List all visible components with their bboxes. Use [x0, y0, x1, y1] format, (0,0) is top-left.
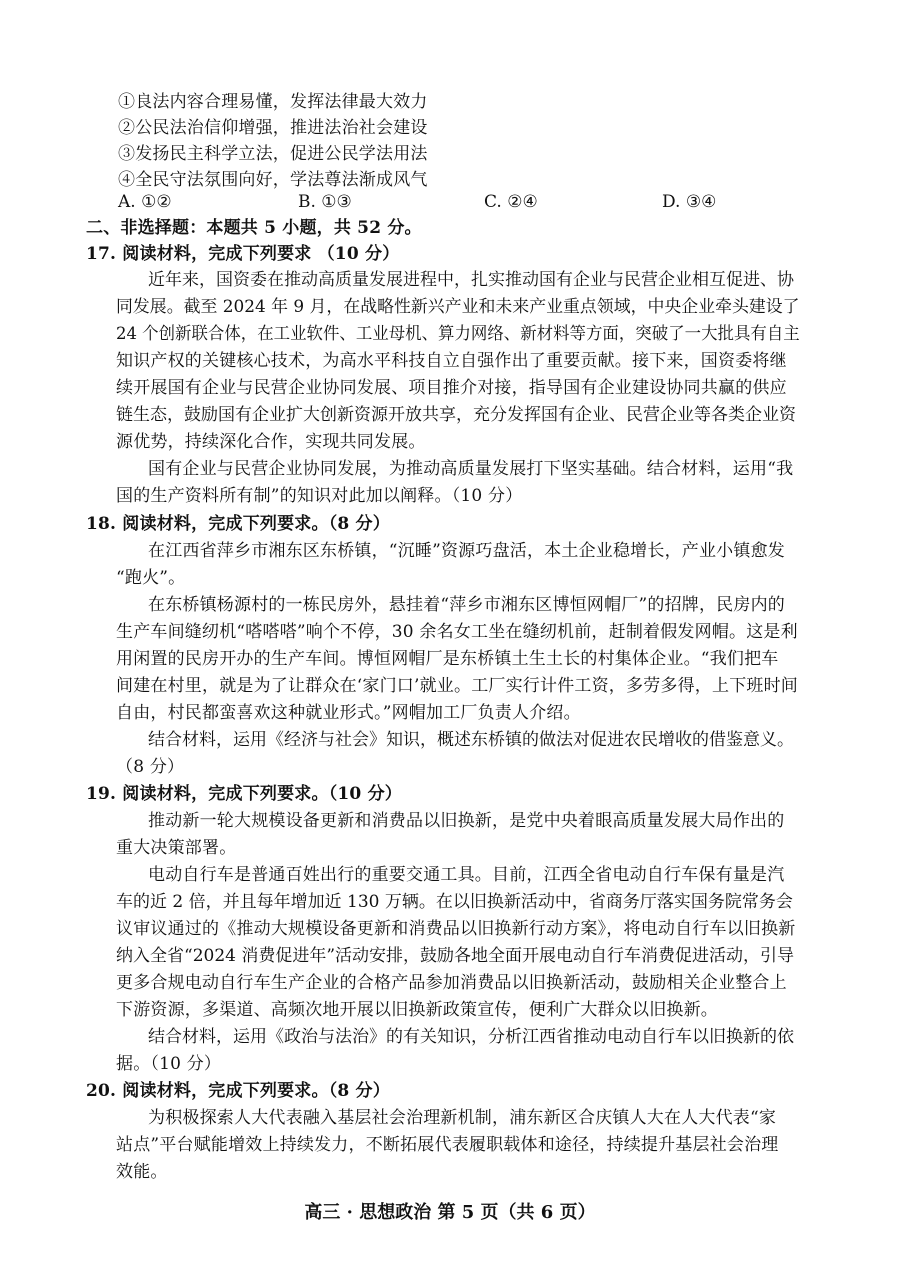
q19-line: 下游资源，多渠道、高频次地开展以旧换新政策宣传，便利广大群众以旧换新。 [116, 1000, 718, 1020]
q20-line: 为积极探索人大代表融入基层社会治理新机制，浦东新区合庆镇人大在人大代表“家 [148, 1108, 777, 1128]
statement-1: ①良法内容合理易懂，发挥法律最大效力 [118, 92, 428, 112]
statement-2: ②公民法治信仰增强，推进法治社会建设 [118, 118, 428, 138]
page-footer: 高三 · 思想政治 第 5 页（共 6 页） [304, 1202, 596, 1223]
q19-line: 车的近 2 倍，并且每年增加近 130 万辆。在以旧换新活动中，省商务厅落实国务院常务会 [116, 892, 793, 912]
question-18-title: 18. 阅读材料，完成下列要求。（8 分） [86, 514, 390, 534]
q18-line: 在江西省萍乡市湘东区东桥镇，“沉睡”资源巧盘活，本土企业稳增长，产业小镇愈发 [148, 541, 785, 561]
section-title: 二、非选择题：本题共 5 小题，共 52 分。 [86, 218, 422, 238]
q19-line: 电动自行车是普通百姓出行的重要交通工具。目前，江西全省电动自行车保有量是汽 [148, 865, 785, 885]
q18-line: 结合材料，运用《经济与社会》知识，概述东桥镇的做法对促进农民增收的借鉴意义。 [148, 730, 794, 750]
q17-line: 国有企业与民营企业协同发展，为推动高质量发展打下坚实基础。结合材料，运用“我 [148, 459, 794, 479]
q18-line: 在东桥镇杨源村的一栋民房外，悬挂着“萍乡市湘东区博恒网帽厂”的招牌，民房内的 [148, 595, 785, 615]
q19-line: 结合材料，运用《政治与法治》的有关知识，分析江西省推动电动自行车以旧换新的依 [148, 1027, 794, 1047]
question-20-title: 20. 阅读材料，完成下列要求。（8 分） [86, 1081, 390, 1101]
q18-line: （8 分） [116, 757, 185, 777]
q19-line: 重大决策部署。 [116, 838, 237, 858]
q20-line: 站点”平台赋能增效上持续发力，不断拓展代表履职载体和途径，持续提升基层社会治理 [116, 1135, 779, 1155]
q17-line: 同发展。截至 2024 年 9 月，在战略性新兴产业和未来产业重点领域，中央企业牵头建设了 [116, 297, 800, 317]
q18-line: 生产车间缝纫机“嗒嗒嗒”响个不停，30 余名女工坐在缝纫机前，赶制着假发网帽。这是利 [116, 622, 798, 642]
option-a: A. ①② [118, 192, 172, 212]
q17-line: 近年来，国资委在推动高质量发展进程中，扎实推动国有企业与民营企业相互促进、协 [148, 270, 794, 290]
q17-line: 源优势，持续深化合作，实现共同发展。 [116, 432, 426, 452]
q18-line: 自由，村民都蛮喜欢这种就业形式。”网帽加工厂负责人介绍。 [116, 703, 581, 723]
q17-line: 链生态，鼓励国有企业扩大创新资源开放共享，充分发挥国有企业、民营企业等各类企业资 [116, 405, 796, 425]
q19-line: 议审议通过的《推动大规模设备更新和消费品以旧换新行动方案》，将电动自行车以旧换新 [116, 919, 796, 939]
question-17-title: 17. 阅读材料，完成下列要求 （10 分） [86, 244, 400, 264]
q20-line: 效能。 [116, 1162, 168, 1182]
q18-line: 间建在村里，就是为了让群众在‘家门口’就业。工厂实行计件工资，多劳多得，上下班时间 [116, 676, 799, 696]
statement-3: ③发扬民主科学立法，促进公民学法用法 [118, 144, 428, 164]
q19-line: 纳入全省“2024 消费促进年”活动安排，鼓励各地全面开展电动自行车消费促进活动，引导 [116, 946, 795, 966]
q17-line: 24 个创新联合体，在工业软件、工业母机、算力网络、新材料等方面，突破了一大批具有自主 [116, 324, 800, 344]
statement-4: ④全民守法氛围向好，学法尊法渐成风气 [118, 170, 428, 190]
option-d: D. ③④ [662, 192, 717, 212]
option-c: C. ②④ [484, 192, 538, 212]
q17-line: 知识产权的关键核心技术，为高水平科技自立自强作出了重要贡献。接下来，国资委将继 [116, 351, 787, 371]
q19-line: 推动新一轮大规模设备更新和消费品以旧换新，是党中央着眼高质量发展大局作出的 [148, 811, 785, 831]
q18-line: “跑火”。 [116, 568, 186, 588]
q17-line: 国的生产资料所有制”的知识对此加以阐释。（10 分） [116, 486, 523, 506]
q17-line: 续开展国有企业与民营企业协同发展、项目推介对接，指导国有企业建设协同共赢的供应 [116, 378, 787, 398]
q19-line: 据。（10 分） [116, 1054, 222, 1074]
option-b: B. ①③ [298, 192, 352, 212]
q19-line: 更多合规电动自行车生产企业的合格产品参加消费品以旧换新活动，鼓励相关企业整合上 [116, 973, 787, 993]
question-19-title: 19. 阅读材料，完成下列要求。（10 分） [86, 784, 402, 804]
q18-line: 用闲置的民房开办的生产车间。博恒网帽厂是东桥镇土生土长的村集体企业。“我们把车 [116, 649, 779, 669]
